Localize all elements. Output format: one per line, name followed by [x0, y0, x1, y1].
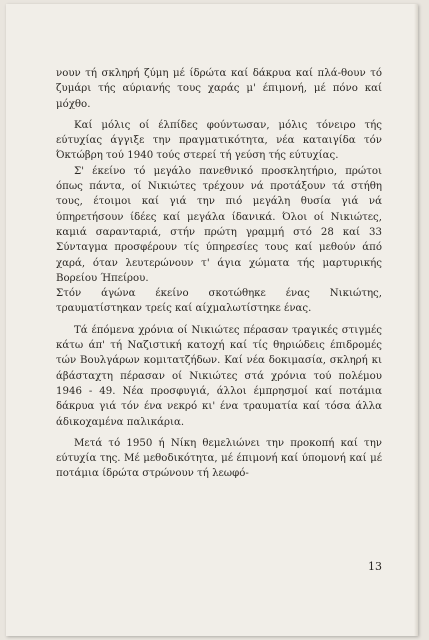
paragraph: νουν τή σκληρή ζύμη μέ ίδρώτα καί δάκρυα καί πλά-θουν τό ζυμάρι τής αύριανής τους χαράς μ' έπιμονή, μέ πόνο καί μόχθο.	[56, 68, 382, 110]
book-page	[6, 4, 418, 636]
body-text	[56, 66, 382, 482]
paragraph: Μετά τό 1950 ή Νίκη θεμελιώνει την προκοπή καί την εύτυχία της. Μέ μεθοδικότητα, μέ έπιμονή καί ύπομονή καί μέ ποτάμια ίδρώτα στρώνουν τή λεωφό-	[56, 437, 382, 480]
paragraph: Καί μόλις οί έλπίδες φούντωσαν, μόλις τόνειρο τής εύτυχίας άγγιξε την πραγματικότητα, νέα καταιγίδα τόν Όκτώβρη τού 1940 τούς στερεί τή γεύση τής εύτυχίας.	[56, 119, 382, 162]
page-number: 13	[368, 560, 382, 573]
paragraph: Σ' έκείνο τό μεγάλο πανεθνικό προσκλητήριο, πρώτοι όπως πάντα, οί Νικιώτες τρέχουν νά προτάξουν τά στήθη τους, έτοιμοι καί γιά την πιό μεγάλη θυσία γιά νά ύπηρετήσουν ίδέες καί μεγάλα ίδανικά. Όλοι οί Νικιώτες, καμιά σαρανταριά, στήν πρώτη γραμμή στό 28 καί 33 Σύνταγμα προσφέρουν τίς ύπηρεσίες τους καί μεθούν άπό χαρά, όταν λευτερώνουν τ' άγια χώματα τής μαρτυρικής Βορείου Ήπείρου.	[56, 165, 382, 284]
paragraph: Στόν άγώνα έκείνο σκοτώθηκε ένας Νικιώτης, τραυματίστηκαν τρείς καί αίχμαλωτίστηκε ένας.	[56, 288, 382, 315]
page-edge-shadow	[414, 4, 418, 636]
paragraph: Τά έπόμενα χρόνια οί Νικιώτες πέρασαν τραγικές στιγμές κάτω άπ' τή Ναζιστική κατοχή καί τίς θηριώδεις έπιδρομές τών Βουλγάρων κομιτατζήδων. Καί νέα δοκιμασία, σκληρή κι άβάσταχτη πέρασαν οί Νικιώτες στά χρόνια τού πολέμου 1946 - 49. Νέα προσφυγιά, άλλοι έμπρησμοί καί ποτάμια δάκρυα γιά τόν ένα νεκρό κι' ένα τραυματία καί τόσα άλλα άδικοχαμένα παλικάρια.	[56, 324, 382, 428]
